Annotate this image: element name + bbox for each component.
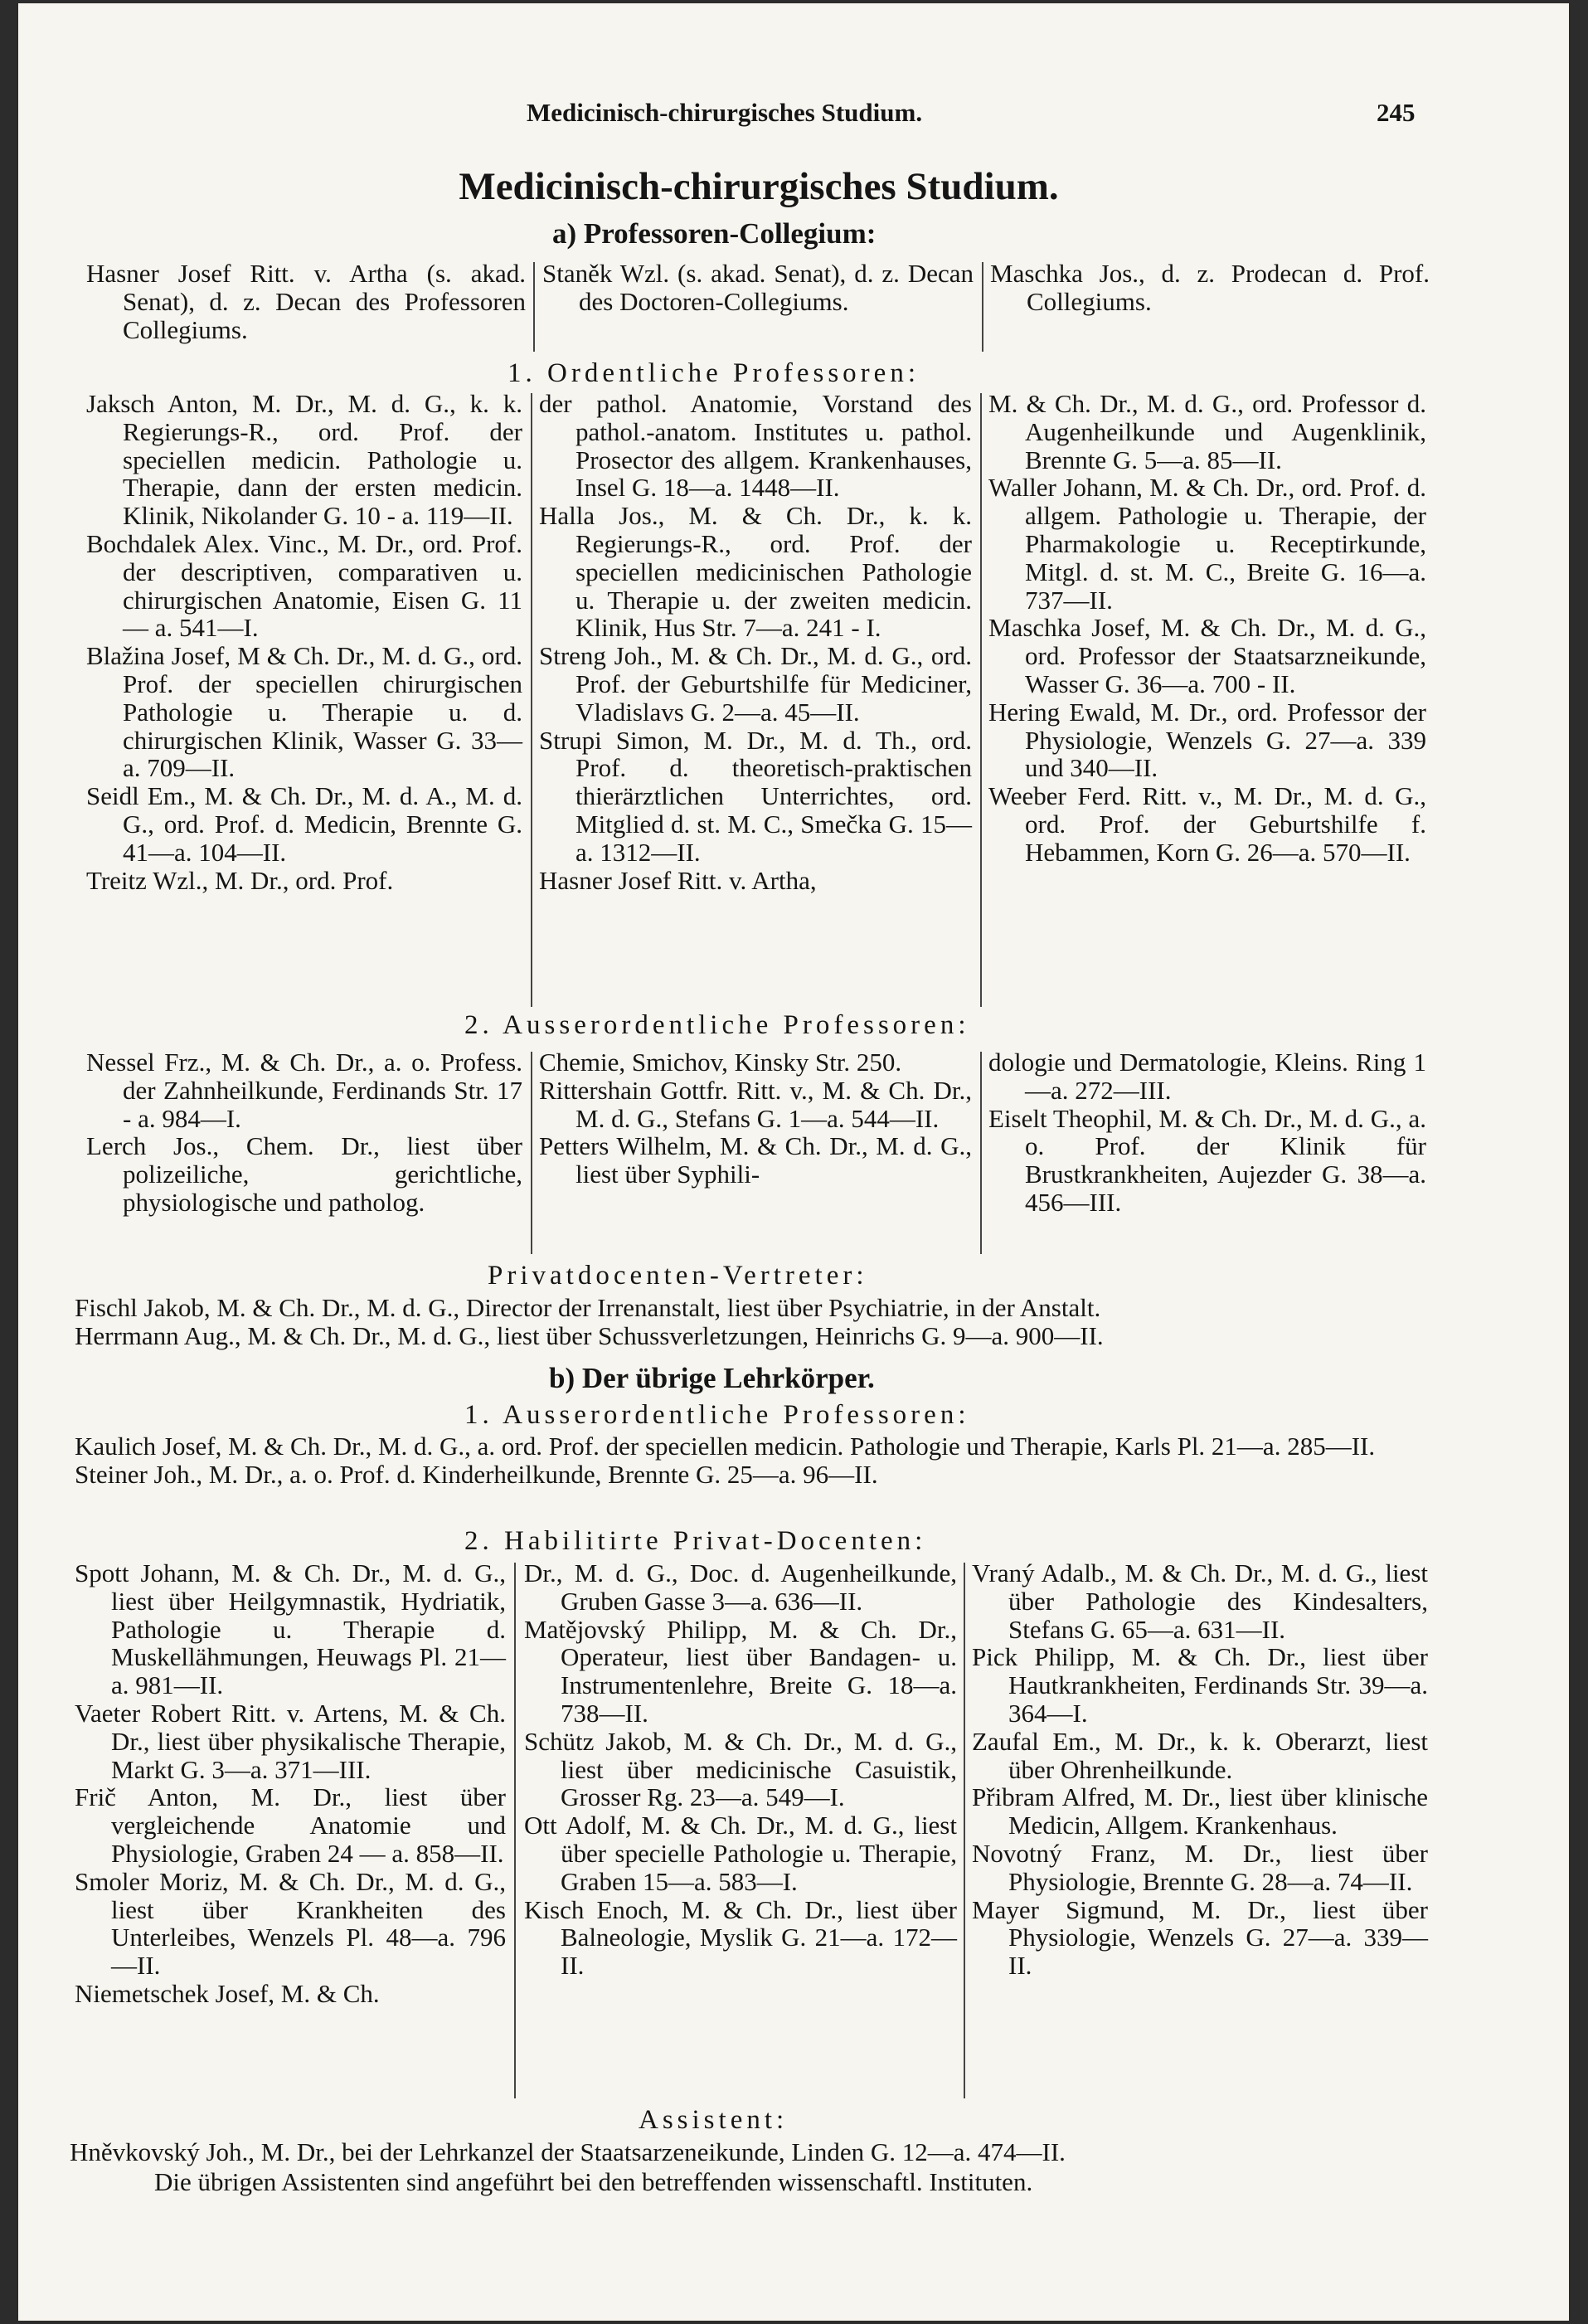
heading-uebriger-lehrkoerper: b) Der übrige Lehrkörper.: [549, 1362, 875, 1394]
list-item: Pick Philipp, M. & Ch. Dr., liest über Hautkrankheiten, Ferdinands Str. 39—a. 364—I.: [972, 1642, 1428, 1728]
list-item: Treitz Wzl., M. Dr., ord. Prof.: [86, 865, 394, 895]
list-item: Weeber Ferd. Ritt. v., M. Dr., M. d. G., ord. Prof. der Geburtshilfe f. Hebammen, Korn G. 26—a. 570—II.: [988, 781, 1426, 867]
ausserordentliche-col-2: [539, 1048, 972, 1189]
list-item: Blažina Josef, M & Ch. Dr., M. d. G., ord. Prof. der speciellen chirurgischen Pathologie u. Therapie u. d. chirurgischen Klinik, Wasser G. 33—a. 709—II.: [86, 641, 522, 783]
list-item: Vraný Adalb., M. & Ch. Dr., M. d. G., liest über Pathologie des Kindesalters, Stefans G. 65—a. 631—II.: [972, 1558, 1428, 1644]
list-item: Streng Joh., M. & Ch. Dr., M. d. G., ord. Prof. der Geburtshilfe für Mediciner, Vladislavs G. 2—a. 45—II.: [539, 641, 972, 727]
column-rule: [531, 1052, 532, 1254]
list-item: Hasner Josef Ritt. v. Artha (s. akad. Senat), d. z. Decan des Professoren Collegiums.: [86, 259, 526, 344]
running-head: [0, 98, 1588, 128]
heading-b-ausserordentliche: 1. Ausserordentliche Professoren:: [464, 1400, 970, 1430]
heading-habilitirte-privat-docenten: 2. Habilitirte Privat-Docenten:: [464, 1526, 927, 1556]
heading-ordentliche-professoren: 1. Ordentliche Professoren:: [507, 358, 920, 388]
list-item: Schütz Jakob, M. & Ch. Dr., M. d. G., liest über medicinische Casuistik, Grosser Rg. 23—a. 549—I.: [524, 1726, 957, 1812]
list-item: Petters Wilhelm, M. & Ch. Dr., M. d. G., liest über Syphili-: [539, 1131, 972, 1189]
ausserordentliche-col-1: [86, 1048, 522, 1217]
habilitirte-col-1: [75, 1559, 506, 2008]
collegium-col-2: [542, 260, 974, 316]
list-item: Ott Adolf, M. & Ch. Dr., M. d. G., liest über specielle Pathologie u. Therapie, Graben 15—a. 583—I.: [524, 1811, 957, 1896]
list-item: Halla Jos., M. & Ch. Dr., k. k. Regierungs-R., ord. Prof. der speciellen medicinischen Pathologie u. Therapie u. der zweiten medicin. Klinik, Hus Str. 7—a. 241 - I.: [539, 501, 972, 643]
list-item: Nessel Frz., M. & Ch. Dr., a. o. Profess. der Zahnheilkunde, Ferdinands Str. 17 - a. 984—I.: [86, 1048, 522, 1133]
list-item: Spott Johann, M. & Ch. Dr., M. d. G., liest über Heilgymnastik, Hydriatik, Pathologie u. Therapie d. Muskellähmungen, Heuwags Pl. 21—a. 981—II.: [75, 1558, 506, 1700]
habilitirte-col-2: [524, 1559, 957, 1980]
heading-ausserordentliche-professoren: 2. Ausserordentliche Professoren:: [464, 1010, 970, 1040]
list-item: Waller Johann, M. & Ch. Dr., ord. Prof. d. allgem. Pathologie u. Therapie, der Pharmakologie u. Receptirkunde, Mitgl. d. st. M. C., Breite G. 16—a. 737—II.: [988, 473, 1426, 615]
list-item: Smoler Moriz, M. & Ch. Dr., M. d. G., liest über Krankheiten des Unterleibes, Wenzels Pl. 48—a. 796—II.: [75, 1866, 506, 1981]
ordentliche-col-2: [539, 390, 972, 894]
column-rule: [964, 1563, 965, 2098]
heading-professoren-collegium: a) Professoren-Collegium:: [552, 217, 877, 250]
habilitirte-col-3: [972, 1559, 1428, 1980]
list-item: Niemetschek Josef, M. & Ch.: [75, 1978, 380, 2008]
list-item: Hasner Josef Ritt. v. Artha,: [539, 865, 817, 895]
list-item: der pathol. Anatomie, Vorstand des pathol.-anatom. Institutes u. pathol. Prosector des allgem. Krankenhauses, Insel G. 18—a. 1448—II.: [539, 389, 972, 503]
closing-note: Die übrigen Assistenten sind angeführt bei den betreffenden wissenschaftl. Instituten.: [154, 2167, 1033, 2196]
list-item: Hering Ewald, M. Dr., ord. Professor der Physiologie, Wenzels G. 27—a. 339 und 340—II.: [988, 697, 1426, 783]
list-item: Přibram Alfred, M. Dr., liest über klinische Medicin, Allgem. Krankenhaus.: [972, 1782, 1428, 1840]
list-item: Jaksch Anton, M. Dr., M. d. G., k. k. Regierungs-R., ord. Prof. der speciellen medicin. Pathologie u. Therapie, dann der ersten medicin. Klinik, Nikolander G. 10 - a. 119—II.: [86, 389, 522, 531]
list-item: Kaulich Josef, M. & Ch. Dr., M. d. G., a. ord. Prof. der speciellen medicin. Pathologie und Therapie, Karls Pl. 21—a. 285—II.: [75, 1432, 1376, 1461]
ordentliche-col-3: [988, 390, 1426, 867]
column-rule: [980, 1052, 982, 1254]
list-item: Strupi Simon, M. Dr., M. d. Th., ord. Prof. d. theoretisch-praktischen thierärztlichen Unterrichtes, ord. Mitglied d. st. M. C., Smečka G. 15—a. 1312—II.: [539, 725, 972, 867]
list-item: Maschka Josef, M. & Ch. Dr., M. d. G., ord. Professor der Staatsarzneikunde, Wasser G. 36—a. 700 - II.: [988, 613, 1426, 698]
running-head-title: Medicinisch-chirurgisches Studium.: [527, 98, 923, 127]
list-item: Staněk Wzl. (s. akad. Senat), d. z. Decan des Doctoren-Collegiums.: [542, 259, 974, 316]
list-item: Mayer Sigmund, M. Dr., liest über Physiologie, Wenzels G. 27—a. 339—II.: [972, 1894, 1428, 1981]
list-item: Matějovský Philipp, M. & Ch. Dr., Operateur, liest über Bandagen- u. Instrumentenlehre, Breite G. 18—a. 738—II.: [524, 1614, 957, 1728]
list-item: Maschka Jos., d. z. Prodecan d. Prof. Collegiums.: [990, 259, 1430, 316]
ordentliche-col-1: [86, 390, 522, 894]
list-item: Herrmann Aug., M. & Ch. Dr., M. d. G., liest über Schussverletzungen, Heinrichs G. 9—a. 900—II.: [75, 1320, 1104, 1350]
column-rule: [514, 1563, 516, 2098]
privatdocenten-list: [75, 1294, 1431, 1350]
list-item: M. & Ch. Dr., M. d. G., ord. Professor d. Augenheilkunde und Augenklinik, Brennte G. 5—a. 85—II.: [988, 389, 1426, 474]
column-rule: [980, 393, 982, 1007]
list-item: Bochdalek Alex. Vinc., M. Dr., ord. Prof. der descriptiven, comparativen u. chirurgischen Anatomie, Eisen G. 11 — a. 541—I.: [86, 528, 522, 643]
collegium-col-3: [990, 260, 1430, 316]
list-item: Seidl Em., M. & Ch. Dr., M. d. A., M. d. G., ord. Prof. d. Medicin, Brennte G. 41—a. 104—II.: [86, 781, 522, 867]
column-rule: [531, 393, 532, 1007]
list-item: Frič Anton, M. Dr., liest über vergleichende Anatomie und Physiologie, Graben 24 — a. 858—II.: [75, 1782, 506, 1868]
assistent-entry: Hněvkovský Joh., M. Dr., bei der Lehrkanzel der Staatsarzeneikunde, Linden G. 12—a. 474—II.: [70, 2137, 1066, 2166]
list-item: Vaeter Robert Ritt. v. Artens, M. & Ch. Dr., liest über physikalische Therapie, Markt G. 3—a. 371—III.: [75, 1698, 506, 1784]
column-rule: [982, 262, 983, 352]
list-item: Dr., M. d. G., Doc. d. Augenheilkunde, Gruben Gasse 3—a. 636—II.: [524, 1558, 957, 1616]
page-title: Medicinisch-chirurgisches Studium.: [459, 165, 1059, 208]
ausserordentliche-col-3: [988, 1048, 1426, 1217]
heading-privatdocenten-vertreter: Privatdocenten-Vertreter:: [488, 1261, 868, 1291]
list-item: Novotný Franz, M. Dr., liest über Physiologie, Brennte G. 28—a. 74—II.: [972, 1838, 1428, 1896]
column-rule: [533, 262, 535, 352]
list-item: Chemie, Smichov, Kinsky Str. 250.: [539, 1048, 902, 1077]
b-ausserordentliche-list: [75, 1432, 1431, 1489]
list-item: Fischl Jakob, M. & Ch. Dr., M. d. G., Director der Irrenanstalt, liest über Psychiatrie, in der Anstalt.: [75, 1293, 1101, 1322]
list-item: Eiselt Theophil, M. & Ch. Dr., M. d. G., a. o. Prof. der Klinik für Brustkrankheiten, Aujezder G. 38—a. 456—III.: [988, 1103, 1426, 1217]
list-item: dologie und Dermatologie, Kleins. Ring 1—a. 272—III.: [988, 1048, 1426, 1105]
list-item: Kisch Enoch, M. & Ch. Dr., liest über Balneologie, Myslik G. 21—a. 172—II.: [524, 1894, 957, 1981]
list-item: Lerch Jos., Chem. Dr., liest über polizeiliche, gerichtliche, physiologische und patholog.: [86, 1131, 522, 1217]
list-item: Zaufal Em., M. Dr., k. k. Oberarzt, liest über Ohrenheilkunde.: [972, 1726, 1428, 1784]
page-number: 245: [1377, 98, 1416, 127]
heading-assistent: Assistent:: [639, 2105, 789, 2135]
list-item: Rittershain Gottfr. Ritt. v., M. & Ch. Dr., M. d. G., Stefans G. 1—a. 544—II.: [539, 1075, 972, 1133]
collegium-col-1: [86, 260, 526, 343]
list-item: Steiner Joh., M. Dr., a. o. Prof. d. Kinderheilkunde, Brennte G. 25—a. 96—II.: [75, 1459, 878, 1489]
